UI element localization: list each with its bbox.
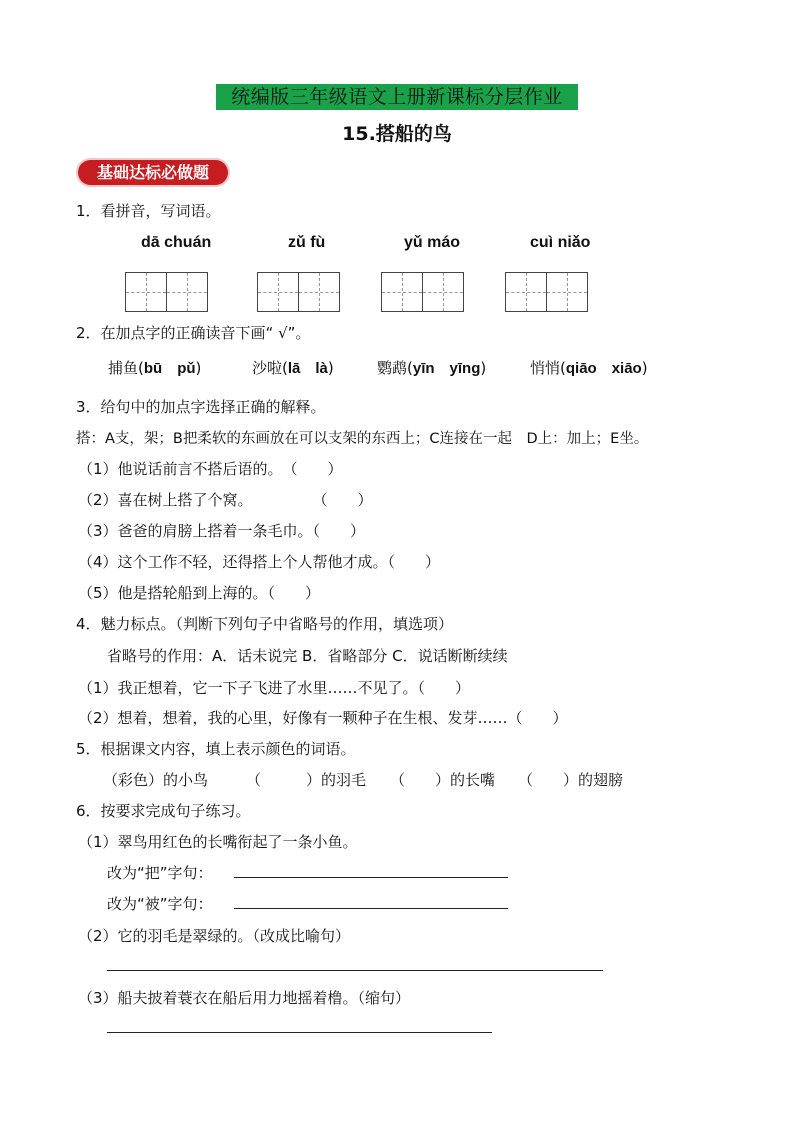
q5-item-3[interactable]: （ ）的长嘴 [390,771,496,789]
q4-options: 省略号的作用：A．话未说完 B．省略部分 C．说话断断续续 [107,647,508,665]
q4-item-2[interactable]: （2）想着，想着，我的心里，好像有一颗种子在生根、发芽……（ ） [78,709,568,727]
q1-pinyin-1: dā chuán [141,234,212,251]
q2-word: 悄悄 [530,359,561,377]
q6-ba-label: 改为“把”字句： [107,864,213,882]
q6-sentence-3: （3）船夫披着蓑衣在船后用力地摇着橹。（缩句） [78,989,411,1007]
q1-pinyin-4: cuì niǎo [530,234,591,251]
q2-word: 沙啦 [252,359,283,377]
q6-shorten-answer-line[interactable] [107,1032,492,1033]
q2-options[interactable]: yīn yīnɡ [412,360,481,377]
q6-ba-answer-line[interactable] [234,877,508,878]
q5-item-4[interactable]: （ ）的翅膀 [518,771,624,789]
writing-grid-4[interactable] [505,272,588,312]
q3-item-3[interactable]: （3）爸爸的肩膀上搭着一条毛巾。（ ） [78,522,366,540]
q1-prompt: 1．看拼音，写词语。 [76,202,221,220]
section-badge: 基础达标必做题 [78,160,228,185]
writing-grid-2[interactable] [257,272,340,312]
q2-word: 捕鱼 [108,359,139,377]
q2-item-3: 鹦鹉(yīn yīnɡ) [377,359,487,377]
q2-options[interactable]: qiāo xiāo [565,360,642,377]
q5-prompt: 5．根据课文内容，填上表示颜色的词语。 [76,740,356,758]
writing-grid-1[interactable] [125,272,208,312]
q3-definitions: 搭：A支，架；B把柔软的东画放在可以支架的东西上；C连接在一起 D上：加上；E坐。 [76,431,649,447]
q2-options[interactable]: bū pǔ [143,360,196,377]
writing-grid-3[interactable] [381,272,464,312]
q2-item-4: 悄悄(qiāo xiāo) [530,359,648,377]
q3-item-1[interactable]: （1）他说话前言不搭后语的。 （ ） [78,460,343,478]
q1-pinyin-2: zǔ fù [288,234,326,251]
q6-sentence-2: （2）它的羽毛是翠绿的。（改成比喻句） [78,927,351,945]
q6-bei-answer-line[interactable] [234,908,508,909]
q5-item-2[interactable]: （ ）的羽毛 [246,771,367,789]
q3-prompt: 3．给句中的加点字选择正确的解释。 [76,398,326,416]
q2-prompt: 2．在加点字的正确读音下画“ √”。 [76,324,311,342]
q2-options[interactable]: lā là [287,360,328,377]
q6-bei-label: 改为“被”字句： [107,895,213,913]
page-title: 15.搭船的鸟 [342,123,452,145]
q1-pinyin-3: yǔ máo [404,234,461,251]
q3-item-5[interactable]: （5）他是搭轮船到上海的。（ ） [78,584,321,602]
q4-item-1[interactable]: （1）我正想着，它一下子飞进了水里……不见了。（ ） [78,679,471,697]
q6-prompt: 6．按要求完成句子练习。 [76,802,251,820]
q3-item-4[interactable]: （4）这个工作不轻，还得搭上个人帮他才成。（ ） [78,553,441,571]
q2-item-1: 捕鱼(bū pǔ) [108,359,202,377]
q2-item-2: 沙啦(lā là) [252,359,334,377]
q3-item-2[interactable]: （2）喜在树上搭了个窝。 （ ） [78,491,373,509]
q5-item-1: （彩色）的小鸟 [103,771,209,789]
q4-prompt: 4．魅力标点。（判断下列句子中省略号的作用，填选项） [76,615,454,633]
q2-word: 鹦鹉 [377,359,408,377]
worksheet-banner: 统编版三年级语文上册新课标分层作业 [216,84,578,110]
q6-simile-answer-line[interactable] [107,970,603,971]
q6-sentence-1: （1）翠鸟用红色的长嘴衔起了一条小鱼。 [78,833,358,851]
